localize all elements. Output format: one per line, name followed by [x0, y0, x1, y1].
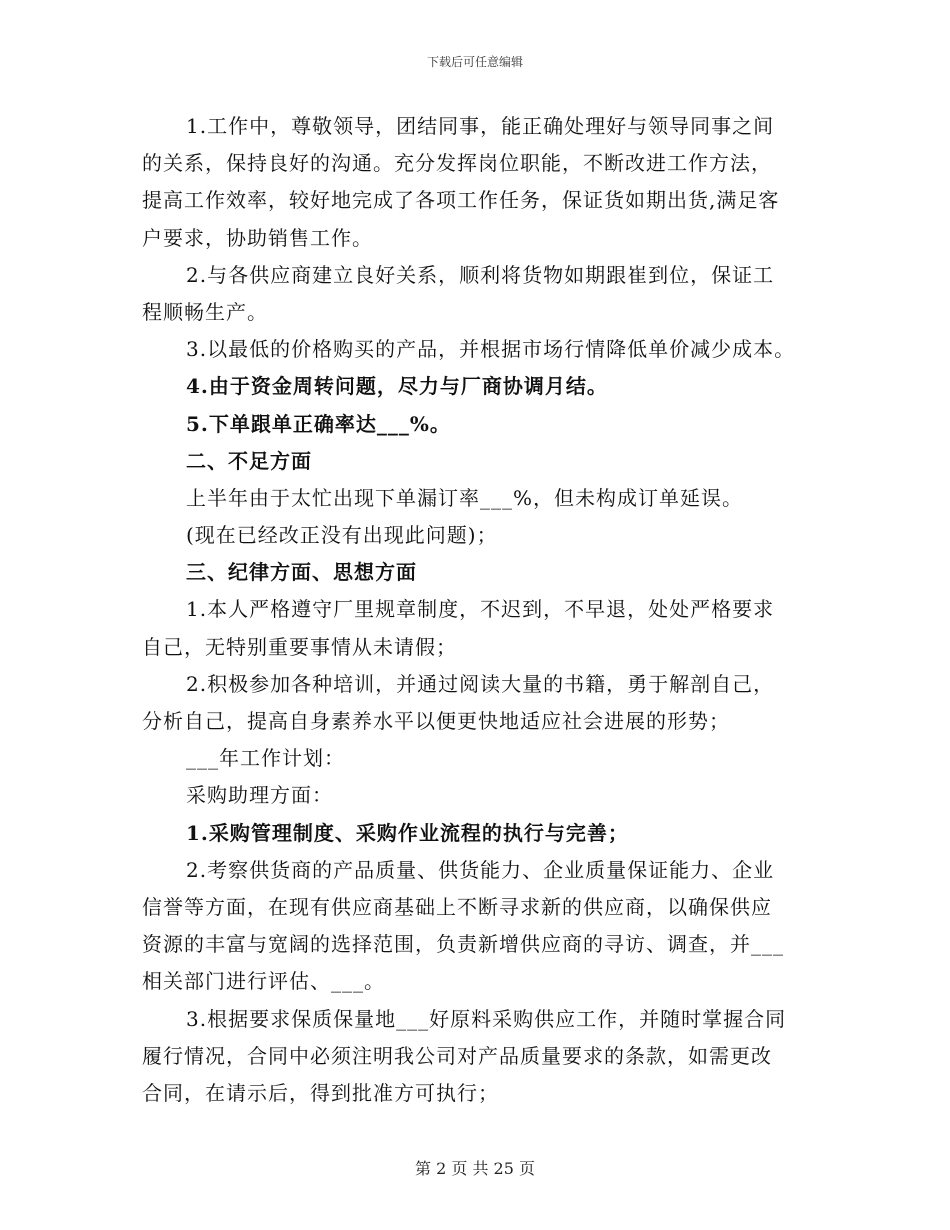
section-heading: 二、不足方面: [186, 448, 312, 473]
paragraph-line: 合同，在请示后，得到批准方可执行；: [142, 1080, 499, 1105]
paragraph-line: 户要求，协助销售工作。: [142, 225, 373, 250]
paragraph-line: 采购助理方面：: [186, 783, 333, 808]
paragraph-line: 履行情况，合同中必须注明我公司对产品质量要求的条款，如需更改: [142, 1043, 772, 1068]
paragraph-line: 1.本人严格遵守厂里规章制度，不迟到，不早退，处处严格要求: [186, 597, 775, 622]
paragraph-line: 3.以最低的价格购买的产品，并根据市场行情降低单价减少成本。: [186, 337, 796, 362]
paragraph-line: 2.积极参加各种培训，并通过阅读大量的书籍，勇于解剖自己，: [186, 671, 775, 696]
paragraph-line: 2.与各供应商建立良好关系，顺利将货物如期跟崔到位，保证工: [186, 262, 775, 287]
paragraph-line: 1.工作中，尊敬领导，团结同事，能正确处理好与领导同事之间: [186, 114, 775, 138]
paragraph-line: ___年工作计划：: [186, 746, 345, 771]
paragraph-line: 上半年由于太忙出现下单漏订率___%，但未构成订单延误。: [186, 485, 744, 510]
paragraph-line: 4.由于资金周转问题，尽力与厂商协调月结。: [186, 374, 608, 399]
paragraph-line: 程顺畅生产。: [142, 299, 268, 324]
paragraph-line: 信誉等方面，在现有供应商基础上不断寻求新的供应商，以确保供应: [142, 894, 772, 919]
section-heading: 三、纪律方面、思想方面: [186, 560, 417, 585]
paragraph-line: 自己，无特别重要事情从未请假；: [142, 634, 457, 659]
paragraph-line: 3.根据要求保质保量地___好原料采购供应工作，并随时掌握合同: [186, 1006, 787, 1031]
page-footer: 第 2 页 共 25 页: [415, 1159, 535, 1178]
paragraph-line: 资源的丰富与宽阔的选择范围，负责新增供应商的寻访、调查，并___: [142, 932, 784, 957]
paragraph-line: 的关系，保持良好的沟通。充分发挥岗位职能，不断改进工作方法，: [142, 151, 772, 176]
paragraph-line: 提高工作效率，较好地完成了各项工作任务，保证货如期出货,满足客: [142, 188, 780, 213]
paragraph-line: 相关部门进行评估、___。: [142, 969, 385, 994]
paragraph-line: 分析自己，提高自身素养水平以便更快地适应社会进展的形势；: [142, 709, 730, 733]
page-header: 下载后可任意编辑: [426, 55, 523, 69]
paragraph-line: 5.下单跟单正确率达___%。: [186, 411, 451, 436]
paragraph-line: 2.考察供货商的产品质量、供货能力、企业质量保证能力、企业: [186, 857, 775, 882]
paragraph-line: 1.采购管理制度、采购作业流程的执行与完善；: [186, 820, 629, 845]
document-body: [142, 108, 810, 1112]
paragraph-line: (现在已经改正没有出现此问题)；: [186, 523, 498, 548]
